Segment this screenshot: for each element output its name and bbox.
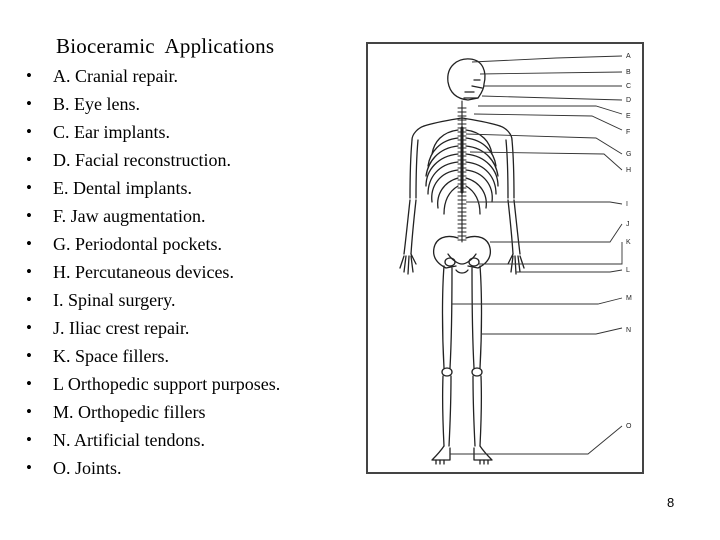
list-item-text: M. Orthopedic fillers bbox=[53, 402, 206, 422]
figure-label: D bbox=[626, 97, 632, 104]
list-item bbox=[26, 174, 280, 202]
bullet: • bbox=[26, 150, 32, 169]
list-item bbox=[26, 202, 280, 230]
list-item-text: N. Artificial tendons. bbox=[53, 430, 205, 450]
list-item-text: I. Spinal surgery. bbox=[53, 290, 176, 310]
list-item bbox=[26, 90, 280, 118]
list-item-text: D. Facial reconstruction. bbox=[53, 150, 231, 170]
skeleton-figure bbox=[366, 42, 644, 474]
list-item bbox=[26, 118, 280, 146]
bullet: • bbox=[26, 262, 32, 281]
figure-label: I bbox=[626, 201, 628, 208]
list-item bbox=[26, 370, 280, 398]
figure-label: N bbox=[626, 327, 632, 334]
figure-label: K bbox=[626, 239, 631, 246]
figure-label: B bbox=[626, 69, 631, 76]
list-item bbox=[26, 454, 280, 482]
list-item-text: C. Ear implants. bbox=[53, 122, 170, 142]
bullet: • bbox=[26, 458, 32, 477]
list-item-text: G. Periodontal pockets. bbox=[53, 234, 222, 254]
bullet: • bbox=[26, 402, 32, 421]
bullet: • bbox=[26, 94, 32, 113]
list-item bbox=[26, 146, 280, 174]
list-item-text: H. Percutaneous devices. bbox=[53, 262, 234, 282]
bullet: • bbox=[26, 178, 32, 197]
figure-label: G bbox=[626, 151, 632, 158]
list-item bbox=[26, 398, 280, 426]
figure-label: M bbox=[626, 295, 632, 302]
list-item-text: B. Eye lens. bbox=[53, 94, 140, 114]
list-item bbox=[26, 342, 280, 370]
applications-list bbox=[26, 62, 280, 482]
bullet: • bbox=[26, 430, 32, 449]
list-item-text: A. Cranial repair. bbox=[53, 66, 178, 86]
list-item bbox=[26, 230, 280, 258]
figure-label: A bbox=[626, 53, 631, 60]
list-item-text: E. Dental implants. bbox=[53, 178, 192, 198]
bullet: • bbox=[26, 122, 32, 141]
list-item bbox=[26, 286, 280, 314]
bullet: • bbox=[26, 66, 32, 85]
figure-label: J bbox=[626, 221, 630, 228]
figure-label: L bbox=[626, 267, 630, 274]
bullet: • bbox=[26, 206, 32, 225]
figure-label: H bbox=[626, 167, 632, 174]
list-item-text: F. Jaw augmentation. bbox=[53, 206, 206, 226]
list-item-text: O. Joints. bbox=[53, 458, 122, 478]
list-item bbox=[26, 258, 280, 286]
bullet: • bbox=[26, 346, 32, 365]
figure-label: F bbox=[626, 129, 631, 136]
figure-label: O bbox=[626, 423, 632, 430]
slide-title: Bioceramic Applications bbox=[56, 34, 275, 58]
figure-label: E bbox=[626, 113, 631, 120]
list-item-text: J. Iliac crest repair. bbox=[53, 318, 190, 338]
list-item-text: L Orthopedic support purposes. bbox=[53, 374, 281, 394]
list-item-text: K. Space fillers. bbox=[53, 346, 169, 366]
bullet: • bbox=[26, 318, 32, 337]
list-item bbox=[26, 314, 280, 342]
bullet: • bbox=[26, 374, 32, 393]
list-item bbox=[26, 426, 280, 454]
list-item bbox=[26, 62, 280, 90]
bullet: • bbox=[26, 290, 32, 309]
figure-label: C bbox=[626, 83, 632, 90]
page-number: 8 bbox=[667, 495, 675, 510]
bullet: • bbox=[26, 234, 32, 253]
